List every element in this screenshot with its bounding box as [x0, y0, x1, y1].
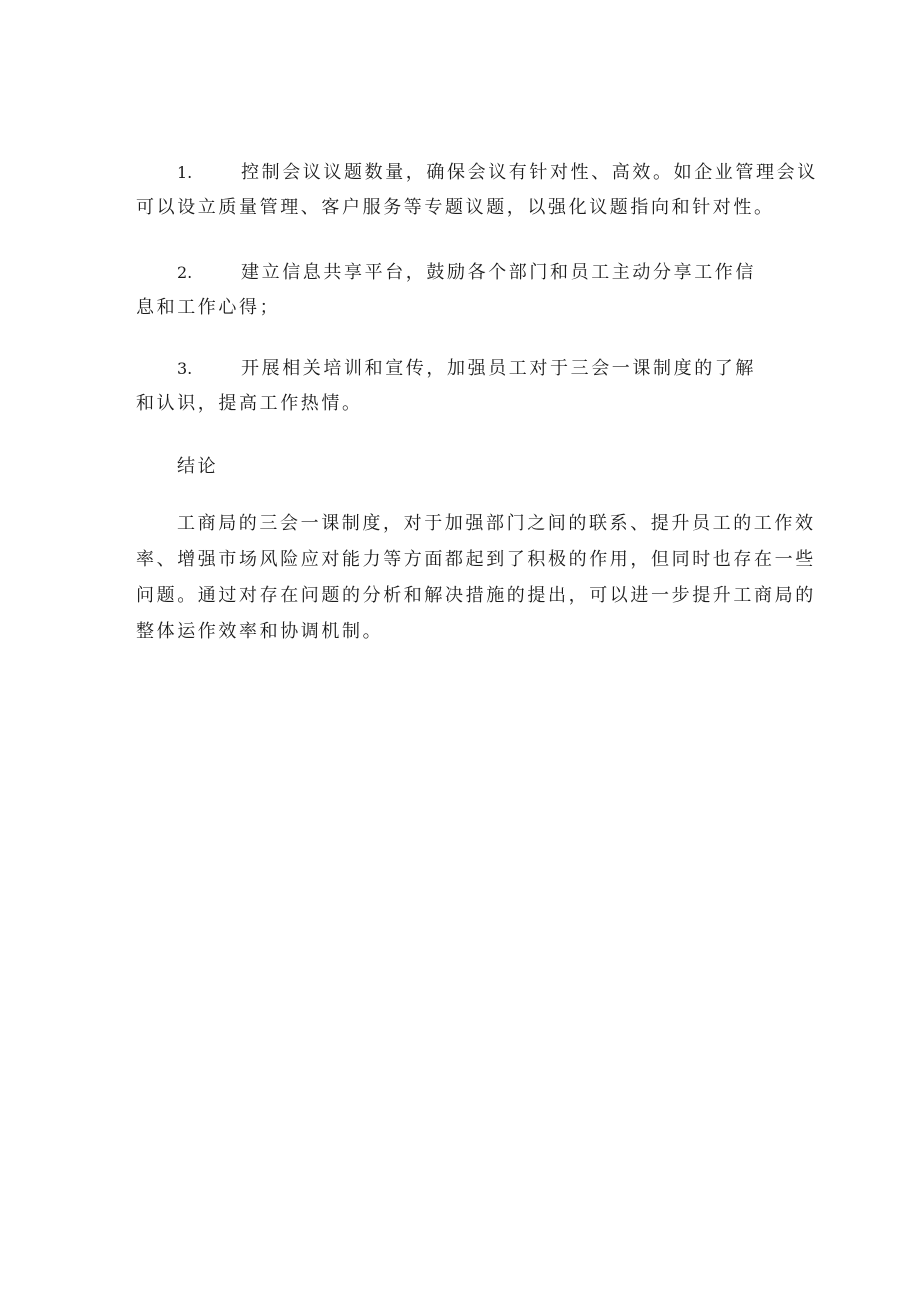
list-item-3-number: 3. — [177, 359, 193, 378]
list-item-3-text-line2: 和认识，提高工作热情。 — [136, 393, 363, 414]
conclusion-line-1: 工商局的三会一课制度，对于加强部门之间的联系、提升员工的工作效 — [177, 513, 816, 534]
conclusion-line-3: 问题。通过对存在问题的分析和解决措施的提出，可以进一步提升工商局的 — [136, 585, 816, 606]
list-item-2-text-line2: 息和工作心得； — [136, 297, 281, 318]
list-item-2-number: 2. — [177, 263, 193, 282]
list-item-3 — [136, 351, 796, 421]
list-item-1-text-line2: 可以设立质量管理、客户服务等专题议题，以强化议题指向和针对性。 — [136, 197, 775, 218]
list-item-2-text-line1: 建立信息共享平台，鼓励各个部门和员工主动分享工作信 — [241, 262, 756, 283]
list-item-3-first-line — [136, 351, 796, 386]
conclusion-paragraph — [136, 506, 816, 650]
list-item-1-first-line — [136, 155, 818, 190]
list-item-2-first-line — [136, 255, 796, 290]
list-item-1-text-line1: 控制会议议题数量，确保会议有针对性、高效。如企业管理会议 — [241, 162, 818, 183]
list-item-3-text-line1: 开展相关培训和宣传，加强员工对于三会一课制度的了解 — [241, 358, 756, 379]
conclusion-line-2: 率、增强市场风险应对能力等方面都起到了积极的作用，但同时也存在一些 — [136, 549, 816, 570]
conclusion-line-4: 整体运作效率和协调机制。 — [136, 621, 384, 642]
list-item-1-number: 1. — [177, 163, 193, 182]
conclusion-heading: 结论 — [177, 456, 219, 477]
list-item-1 — [136, 155, 818, 225]
list-item-2 — [136, 255, 796, 325]
